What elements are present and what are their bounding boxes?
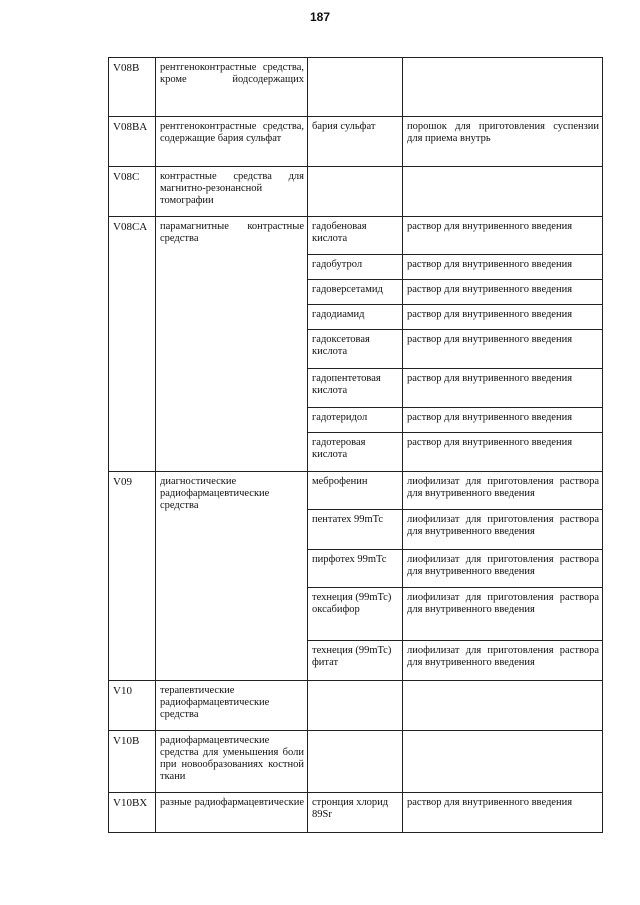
dosage-form-cell: раствор для внутривенного введения	[403, 255, 603, 280]
substance-cell: технеция (99mTc) фитат	[308, 641, 403, 681]
atc-code-cell: V08BA	[109, 117, 156, 167]
table-row	[109, 117, 603, 167]
substance-cell	[308, 58, 403, 117]
group-name-cell: рентгеноконтрастные средства, кроме йодсодержащих	[156, 58, 308, 117]
substance-cell: пирфотех 99mTc	[308, 550, 403, 588]
dosage-form-cell: лиофилизат для приготовления раствора для внутривенного введения	[403, 550, 603, 588]
dosage-form-cell: раствор для внутривенного введения	[403, 217, 603, 255]
substance-cell: технеция (99mTc) оксабифор	[308, 588, 403, 641]
table-row	[109, 731, 603, 793]
group-name-cell: контрастные средства для магнитно-резонансной томографии	[156, 167, 308, 217]
dosage-form-cell: раствор для внутривенного введения	[403, 793, 603, 833]
dosage-form-cell: лиофилизат для приготовления раствора для внутривенного введения	[403, 588, 603, 641]
substance-cell	[308, 731, 403, 793]
substance-cell: бария сульфат	[308, 117, 403, 167]
group-name-cell: диагностические радиофармацевтические средства	[156, 472, 308, 681]
group-name-cell: радиофармацевтические средства для уменьшения боли при новообразованиях костной ткани	[156, 731, 308, 793]
substance-cell: пентатех 99mTc	[308, 510, 403, 550]
dosage-form-cell: раствор для внутривенного введения	[403, 330, 603, 369]
dosage-form-cell	[403, 167, 603, 217]
substance-cell: гадобеновая кислота	[308, 217, 403, 255]
atc-code-cell: V08CA	[109, 217, 156, 472]
substance-cell: стронция хлорид 89Sr	[308, 793, 403, 833]
drug-classification-table	[108, 57, 603, 833]
dosage-form-cell: порошок для приготовления суспензии для приема внутрь	[403, 117, 603, 167]
substance-cell	[308, 167, 403, 217]
dosage-form-cell	[403, 731, 603, 793]
table-row	[109, 472, 603, 510]
atc-code-cell: V08B	[109, 58, 156, 117]
group-name-cell: парамагнитные контрастные средства	[156, 217, 308, 472]
dosage-form-cell: лиофилизат для приготовления раствора для внутривенного введения	[403, 510, 603, 550]
atc-code-cell: V08C	[109, 167, 156, 217]
substance-cell: гадотеровая кислота	[308, 433, 403, 472]
substance-cell: гадопентетовая кислота	[308, 369, 403, 408]
substance-cell: гадоксетовая кислота	[308, 330, 403, 369]
table-row	[109, 793, 603, 833]
atc-code-cell: V10BX	[109, 793, 156, 833]
atc-code-cell: V10B	[109, 731, 156, 793]
group-name-cell: разные радиофармацевтические	[156, 793, 308, 833]
table-row	[109, 681, 603, 731]
substance-cell	[308, 681, 403, 731]
group-name-cell: терапевтические радиофармацевтические средства	[156, 681, 308, 731]
dosage-form-cell: лиофилизат для приготовления раствора для внутривенного введения	[403, 472, 603, 510]
dosage-form-cell: раствор для внутривенного введения	[403, 408, 603, 433]
dosage-form-cell: раствор для внутривенного введения	[403, 433, 603, 472]
table-row	[109, 217, 603, 255]
substance-cell: меброфенин	[308, 472, 403, 510]
substance-cell: гадотеридол	[308, 408, 403, 433]
dosage-form-cell: раствор для внутривенного введения	[403, 369, 603, 408]
dosage-form-cell: лиофилизат для приготовления раствора для внутривенного введения	[403, 641, 603, 681]
dosage-form-cell	[403, 681, 603, 731]
group-name-cell: рентгеноконтрастные средства, содержащие бария сульфат	[156, 117, 308, 167]
atc-code-cell: V09	[109, 472, 156, 681]
table-row	[109, 167, 603, 217]
atc-code-cell: V10	[109, 681, 156, 731]
substance-cell: гадоверсетамид	[308, 280, 403, 305]
substance-cell: гадодиамид	[308, 305, 403, 330]
dosage-form-cell: раствор для внутривенного введения	[403, 305, 603, 330]
substance-cell: гадобутрол	[308, 255, 403, 280]
table-row	[109, 58, 603, 117]
page-number: 187	[309, 10, 331, 24]
dosage-form-cell: раствор для внутривенного введения	[403, 280, 603, 305]
dosage-form-cell	[403, 58, 603, 117]
